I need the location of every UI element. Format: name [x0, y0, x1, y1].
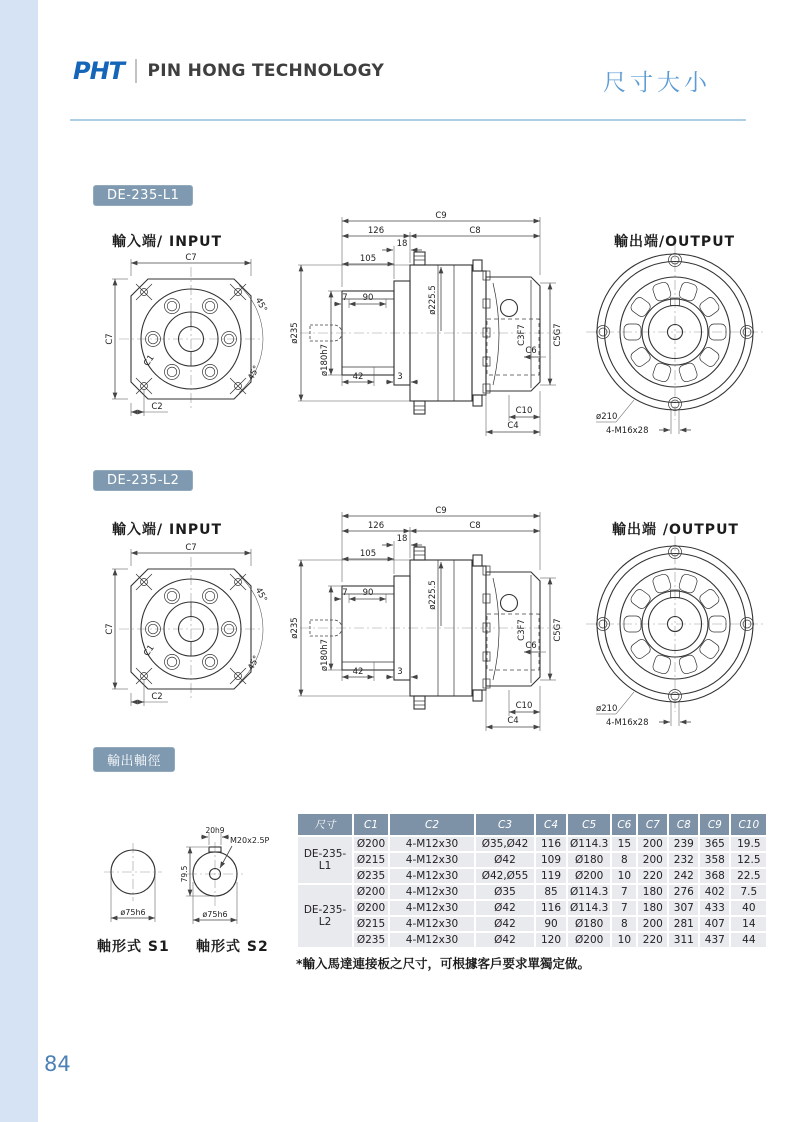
- table-cell: Ø114.3: [570, 838, 609, 850]
- table-cell: 7: [612, 885, 636, 899]
- l1-input-label: 輸入端/ INPUT: [112, 234, 223, 250]
- table-cell: Ø200: [568, 869, 610, 883]
- section-badge-de-235-l2: DE-235-L2: [93, 470, 193, 491]
- table-cell: Ø215: [354, 917, 388, 931]
- l2-side-view-drawing: [288, 500, 573, 745]
- table-cell: Ø200: [568, 933, 610, 947]
- l1-output-label: 輸出端/OUTPUT: [614, 234, 736, 250]
- l1-output-view-drawing: [578, 240, 773, 445]
- table-cell: Ø200: [354, 901, 388, 915]
- table-cell: 232: [669, 853, 698, 867]
- table-header-cell: C5: [568, 814, 610, 835]
- table-cell: 239: [669, 837, 698, 851]
- table-header-cell: C1: [354, 814, 388, 835]
- table-cell: 12.5: [731, 853, 766, 867]
- table-header-cell: C9: [700, 814, 729, 835]
- table-header-cell: C3: [476, 814, 534, 835]
- l2-input-label: 輸入端/ INPUT: [112, 522, 223, 538]
- left-margin-band: [0, 0, 38, 1122]
- table-cell: 365: [700, 837, 729, 851]
- table-header-cell: C8: [669, 814, 698, 835]
- header: [73, 57, 384, 85]
- table-cell: Ø235: [354, 869, 388, 883]
- table-cell: 281: [669, 917, 698, 931]
- shaft-s1-label: 軸形式 S1: [97, 939, 170, 955]
- table-header-cell: C4: [536, 814, 566, 835]
- l2-output-view-drawing: [578, 532, 773, 737]
- table-cell: 44: [731, 933, 766, 947]
- table-header-cell: C6: [612, 814, 636, 835]
- table-cell: Ø114.3: [570, 902, 609, 914]
- table-cell: Ø35: [476, 885, 534, 899]
- table-row: [298, 933, 766, 947]
- table-row: [298, 885, 766, 899]
- page-number: 84: [44, 1052, 71, 1076]
- table-cell: Ø42: [476, 853, 534, 867]
- l2-input-view-drawing: [88, 536, 283, 711]
- shaft-s2-drawing: [160, 812, 285, 947]
- table-cell: Ø42: [476, 917, 534, 931]
- table-cell: Ø215: [354, 853, 388, 867]
- table-cell: 90: [536, 917, 566, 931]
- table-cell: 311: [669, 933, 698, 947]
- table-cell: 4-M12x30: [390, 901, 474, 915]
- table-cell: 4-M12x30: [390, 933, 474, 947]
- table-cell: 10: [612, 933, 636, 947]
- table-cell: 120: [536, 933, 566, 947]
- table-cell: Ø35,Ø42: [476, 837, 534, 851]
- table-header-cell: 尺寸: [298, 814, 352, 835]
- l1-side-view-drawing: [288, 205, 573, 450]
- table-cell: 15: [612, 837, 636, 851]
- table-cell: 220: [638, 869, 667, 883]
- table-cell: 4-M12x30: [390, 837, 474, 851]
- table-cell: 116: [536, 901, 566, 915]
- table-cell: 180: [638, 885, 667, 899]
- table-cell: 358: [700, 853, 729, 867]
- table-cell: 200: [638, 853, 667, 867]
- table-cell: Ø180: [568, 853, 610, 867]
- table-header-row: [298, 814, 766, 835]
- logo-divider: [135, 59, 137, 83]
- table-header-cell: C10: [731, 814, 766, 835]
- table-row: [298, 837, 766, 851]
- header-rule: [70, 119, 746, 121]
- table-cell: 7.5: [731, 885, 766, 899]
- table-cell: Ø235: [354, 933, 388, 947]
- table-cell: 200: [638, 837, 667, 851]
- table-cell: 8: [612, 917, 636, 931]
- table-cell: 4-M12x30: [390, 853, 474, 867]
- table-cell: 85: [536, 885, 566, 899]
- table-header-cell: C2: [390, 814, 474, 835]
- table-row: [298, 901, 766, 915]
- table-row: [298, 917, 766, 931]
- table-cell: 4-M12x30: [390, 885, 474, 899]
- dimension-table: [296, 812, 768, 949]
- table-cell: 14: [731, 917, 766, 931]
- table-cell: 19.5: [731, 837, 766, 851]
- page-title: 尺寸大小: [603, 70, 711, 96]
- table-cell: 8: [612, 853, 636, 867]
- table-cell: 109: [536, 853, 566, 867]
- table-cell: Ø200: [354, 837, 388, 851]
- table-cell: 116: [536, 837, 566, 851]
- table-cell: Ø42: [476, 933, 534, 947]
- table-cell: 437: [700, 933, 729, 947]
- table-cell: 433: [700, 901, 729, 915]
- table-cell: 40: [731, 901, 766, 915]
- table-cell: Ø114.3: [570, 886, 609, 898]
- table-cell-model: DE-235-L1: [298, 837, 352, 883]
- table-cell: 307: [669, 901, 698, 915]
- table-cell: 119: [536, 869, 566, 883]
- table-cell: 200: [638, 917, 667, 931]
- l1-input-view-drawing: [88, 246, 283, 421]
- table-cell: Ø200: [354, 885, 388, 899]
- l2-output-label: 輸出端 /OUTPUT: [612, 522, 739, 538]
- shaft-s2-label: 軸形式 S2: [196, 939, 269, 955]
- section-badge-de-235-l1: DE-235-L1: [93, 185, 193, 206]
- table-cell: 242: [669, 869, 698, 883]
- table-cell: 220: [638, 933, 667, 947]
- table-cell: 4-M12x30: [390, 869, 474, 883]
- table-cell: 180: [638, 901, 667, 915]
- table-cell: 402: [700, 885, 729, 899]
- table-header-cell: C7: [638, 814, 667, 835]
- table-cell: 22.5: [731, 869, 766, 883]
- table-cell: 10: [612, 869, 636, 883]
- table-cell: Ø42,Ø55: [476, 869, 534, 883]
- table-cell: Ø42: [476, 901, 534, 915]
- table-cell-model: DE-235-L2: [298, 885, 352, 947]
- table-cell: 368: [700, 869, 729, 883]
- table-cell: 7: [612, 901, 636, 915]
- table-cell: 276: [669, 885, 698, 899]
- table-cell: 407: [700, 917, 729, 931]
- section-badge-output-shaft: 輸出軸徑: [93, 747, 175, 772]
- pht-logo: PHT: [73, 57, 125, 85]
- table-footnote: *輸入馬達連接板之尺寸，可根據客戶要求單獨定做。: [296, 956, 591, 971]
- table-cell: Ø180: [568, 917, 610, 931]
- table-row: [298, 853, 766, 867]
- table-cell: 4-M12x30: [390, 917, 474, 931]
- table-row: [298, 869, 766, 883]
- company-name: PIN HONG TECHNOLOGY: [147, 61, 385, 81]
